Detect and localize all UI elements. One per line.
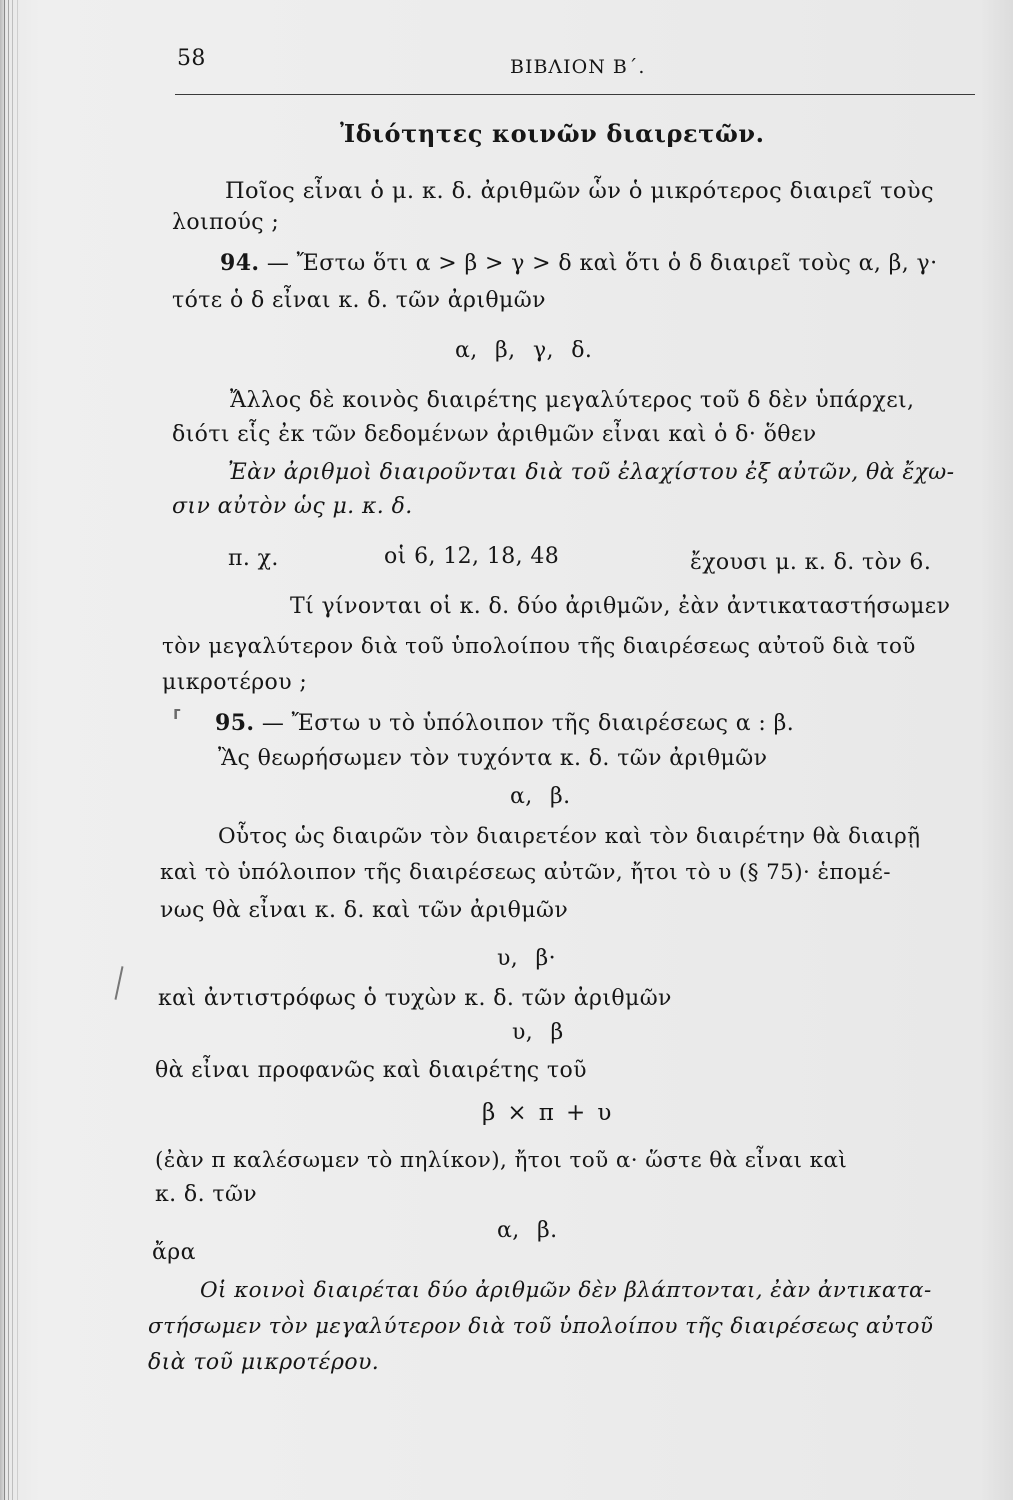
paragraph-text: — Ἔστω ὅτι α > β > γ > δ καὶ ὅτι ὁ δ διαιρεῖ τοὺς α, β, γ· <box>266 251 938 276</box>
header-rule <box>175 94 975 95</box>
formula-line: α, β, γ, δ. <box>455 338 593 363</box>
formula-line: α, β. <box>497 1218 558 1243</box>
paragraph-text: — Ἔστω υ τὸ ὑπόλοιπον τῆς διαιρέσεως α : β. <box>261 711 795 736</box>
text-line: νως θὰ εἶναι κ. δ. καὶ τῶν ἀριθμῶν <box>160 898 569 923</box>
text-line: λοιπούς ; <box>172 210 280 235</box>
rule-statement: διὰ τοῦ μικροτέρου. <box>148 1350 380 1375</box>
page-edge-line <box>8 0 9 1500</box>
text-line: τὸν μεγαλύτερον διὰ τοῦ ὑπολοίπου τῆς διαιρέσεως αὐτοῦ διὰ τοῦ <box>162 634 916 659</box>
paragraph-number: 94. <box>220 250 260 276</box>
text-line: μικροτέρου ; <box>162 670 308 695</box>
rule-statement: Οἱ κοινοὶ διαιρέται δύο ἀριθμῶν δὲν βλάπτονται, ἐὰν ἀντικατα- <box>200 1278 932 1303</box>
example-result: ἔχουσι μ. κ. δ. τὸν 6. <box>690 550 932 575</box>
text-line: καὶ τὸ ὑπόλοιπον τῆς διαιρέσεως αὐτῶν, ἤτοι τὸ υ (§ 75)· ἑπομέ- <box>160 860 891 885</box>
text-line: τότε ὁ δ εἶναι κ. δ. τῶν ἀριθμῶν <box>172 288 546 313</box>
text-line <box>220 252 937 275</box>
stray-mark <box>114 966 123 1000</box>
text-line: Οὗτος ὡς διαιρῶν τὸν διαιρετέον καὶ τὸν διαιρέτην θὰ διαιρῇ <box>218 824 921 849</box>
example-numbers: οἱ 6, 12, 18, 48 <box>384 544 560 569</box>
text-line: Ποῖος εἶναι ὁ μ. κ. δ. ἀριθμῶν ὧν ὁ μικρότερος διαιρεῖ τοὺς <box>225 178 934 204</box>
formula-line: β × π + υ <box>482 1100 612 1126</box>
formula-line: υ, β· <box>497 946 557 971</box>
page-edge-line <box>12 0 13 1500</box>
formula-line: α, β. <box>510 784 571 809</box>
formula-line: υ, β <box>512 1020 564 1045</box>
text-line: Ἄλλος δὲ κοινὸς διαιρέτης μεγαλύτερος τοῦ δ δὲν ὑπάρχει, <box>230 388 915 413</box>
paragraph-number: 95. <box>215 710 255 736</box>
rule-statement: σιν αὐτὸν ὡς μ. κ. δ. <box>172 494 413 519</box>
text-line: κ. δ. τῶν <box>155 1182 258 1207</box>
text-line: Ἂς θεωρήσωμεν τὸν τυχόντα κ. δ. τῶν ἀριθμῶν <box>218 746 768 771</box>
text-line: καὶ ἀντιστρόφως ὁ τυχὼν κ. δ. τῶν ἀριθμῶν <box>158 986 672 1011</box>
pencil-mark: ⸢ <box>172 704 183 737</box>
text-line: ἄρα <box>152 1240 196 1265</box>
example-label: π. χ. <box>228 546 279 571</box>
text-line: Τί γίνονται οἱ κ. δ. δύο ἀριθμῶν, ἐὰν ἀντικαταστήσωμεν <box>290 594 951 619</box>
text-line <box>215 712 794 735</box>
rule-statement: στήσωμεν τὸν μεγαλύτερον διὰ τοῦ ὑπολοίπου τῆς διαιρέσεως αὐτοῦ <box>148 1314 934 1339</box>
text-line: θὰ εἶναι προφανῶς καὶ διαιρέτης τοῦ <box>155 1058 587 1083</box>
section-title: Ἰδιότητες κοινῶν διαιρετῶν. <box>340 119 765 148</box>
running-head: ΒΙΒΛΙΟΝ Β΄. <box>510 56 646 78</box>
page-edge-line <box>17 0 18 1500</box>
page-edge-line <box>4 0 5 1500</box>
text-line: (ἐὰν π καλέσωμεν τὸ πηλίκον), ἤτοι τοῦ α· ὥστε θὰ εἶναι καὶ <box>155 1148 848 1173</box>
text-line: διότι εἷς ἐκ τῶν δεδομένων ἀριθμῶν εἶναι καὶ ὁ δ· ὅθεν <box>172 422 817 447</box>
page-number: 58 <box>177 46 206 71</box>
rule-statement: Ἐὰν ἀριθμοὶ διαιροῦνται διὰ τοῦ ἐλαχίστου ἐξ αὐτῶν, θὰ ἔχω- <box>228 460 955 485</box>
